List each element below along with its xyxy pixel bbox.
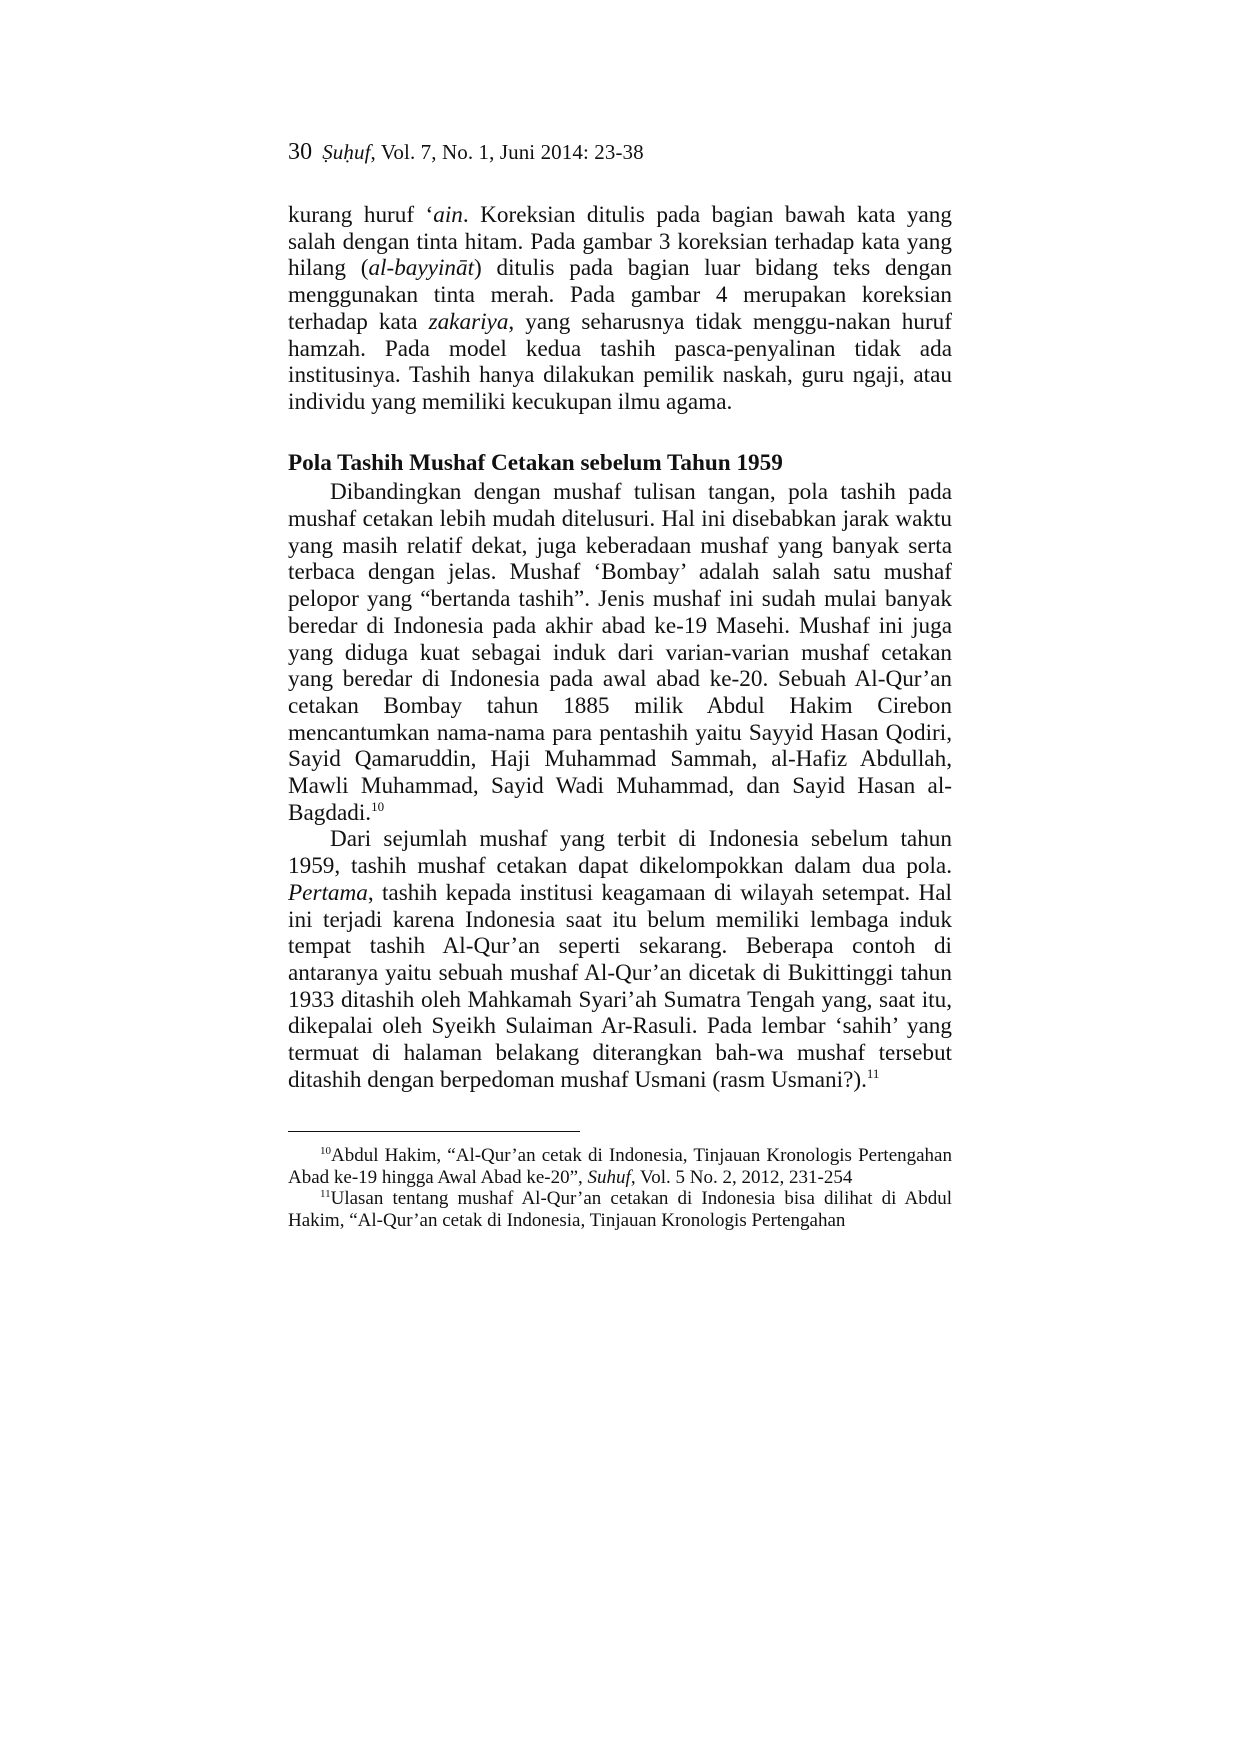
page-number: 30 [288,139,313,165]
footnote-11 [288,1188,952,1231]
text-run: , yang seharusnya tidak menggu-nakan huruf hamzah. Pada model kedua tashih pasca-penyalinan tidak ada institusinya. Tashih hanya dilakukan pemilik naskah, guru ngaji, atau individu yang memiliki kecukupan ilmu agama. [288,308,952,415]
italic-term: Pertama [288,879,368,906]
footnote-10 [288,1145,952,1188]
footnote-number: 10 [320,1145,331,1157]
italic-term: al-bayyināt [368,255,475,282]
journal-name: Ṣuḥuf [322,140,371,164]
running-header [288,139,644,166]
journal-citation: , Vol. 7, No. 1, Juni 2014: 23-38 [370,140,644,164]
text-run: , Vol. 5 No. 2, 2012, 231-254 [630,1166,853,1188]
paragraph-2 [288,479,952,826]
text-run: . Koreksian ditulis pada bagian bawah kata yang salah dengan tinta hitam. Pada gambar 3 koreksian terhadap kata yang hilang ( [288,202,952,282]
body-text [288,202,952,1094]
italic-term: Suhuf [587,1166,631,1188]
footnote-ref-10[interactable]: 10 [371,798,385,814]
footnotes [288,1145,952,1231]
text-run: kurang huruf ‘ [288,202,434,228]
footnote-ref-11[interactable]: 11 [866,1065,880,1081]
text-run: Abdul Hakim, “Al-Qur’an cetak di Indonesia, Tinjauan Kronologis Pertengahan Abad ke-19 hingga Awal Abad ke-20”, [288,1145,952,1188]
text-run: Ulasan tentang mushaf Al-Qur’an cetakan di Indonesia bisa dilihat di Abdul Hakim, “Al-Qur’an cetak di Indonesia, Tinjauan Kronologis Pertengahan [288,1188,952,1231]
text-run: ) ditulis pada bagian luar bidang teks dengan menggunakan tinta merah. Pada gambar 4 merupakan koreksian terhadap kata [288,255,953,335]
paragraph-1 [288,202,952,416]
italic-term: zakariya [428,308,509,335]
footnote-separator [288,1131,580,1132]
footnote-number: 11 [320,1188,331,1200]
paragraph-3 [288,826,952,1093]
section-heading: Pola Tashih Mushaf Cetakan sebelum Tahun 1959 [288,449,783,476]
text-run: Dibandingkan dengan mushaf tulisan tangan, pola tashih pada mushaf cetakan lebih mudah ditelusuri. Hal ini disebabkan jarak waktu yang masih relatif dekat, juga keberadaan mushaf yang banyak serta terbaca dengan jelas. Mushaf ‘Bombay’ adalah salah satu mushaf pelopor yang “bertanda tashih”. Jenis mushaf ini sudah mulai banyak beredar di Indonesia pada akhir abad ke-19 Masehi. Mushaf ini juga yang diduga kuat sebagai induk dari varian-varian mushaf cetakan yang beredar di Indonesia pada awal abad ke-20. Sebuah Al-Qur’an cetakan Bombay tahun 1885 milik Abdul Hakim Cirebon mencantumkan nama-nama para pentashih yaitu Sayyid Hasan Qodiri, Sayid Qamaruddin, Haji Muhammad Sammah, al-Hafiz Abdullah, Mawli Muhammad, Sayid Wadi Muhammad, dan Sayid Hasan al-Bagdadi. [288,479,952,826]
italic-term: ain [433,202,463,228]
text-run: Dari sejumlah mushaf yang terbit di Indonesia sebelum tahun 1959, tashih mushaf cetakan dapat dikelompokkan dalam dua pola. [288,826,952,880]
text-run: , tashih kepada institusi keagamaan di wilayah setempat. Hal ini terjadi karena Indonesia saat itu belum memiliki lembaga induk tempat tashih Al-Qur’an seperti sekarang. Beberapa contoh di antaranya yaitu sebuah mushaf Al-Qur’an dicetak di Bukittinggi tahun 1933 ditashih oleh Mahkamah Syari’ah Sumatra Tengah yang, saat itu, dikepalai oleh Syeikh Sulaiman Ar-Rasuli. Pada lembar ‘sahih’ yang termuat di halaman belakang diterangkan bah-wa mushaf tersebut ditashih dengan berpedoman mushaf Usmani (rasm Usmani?). [288,879,952,1093]
